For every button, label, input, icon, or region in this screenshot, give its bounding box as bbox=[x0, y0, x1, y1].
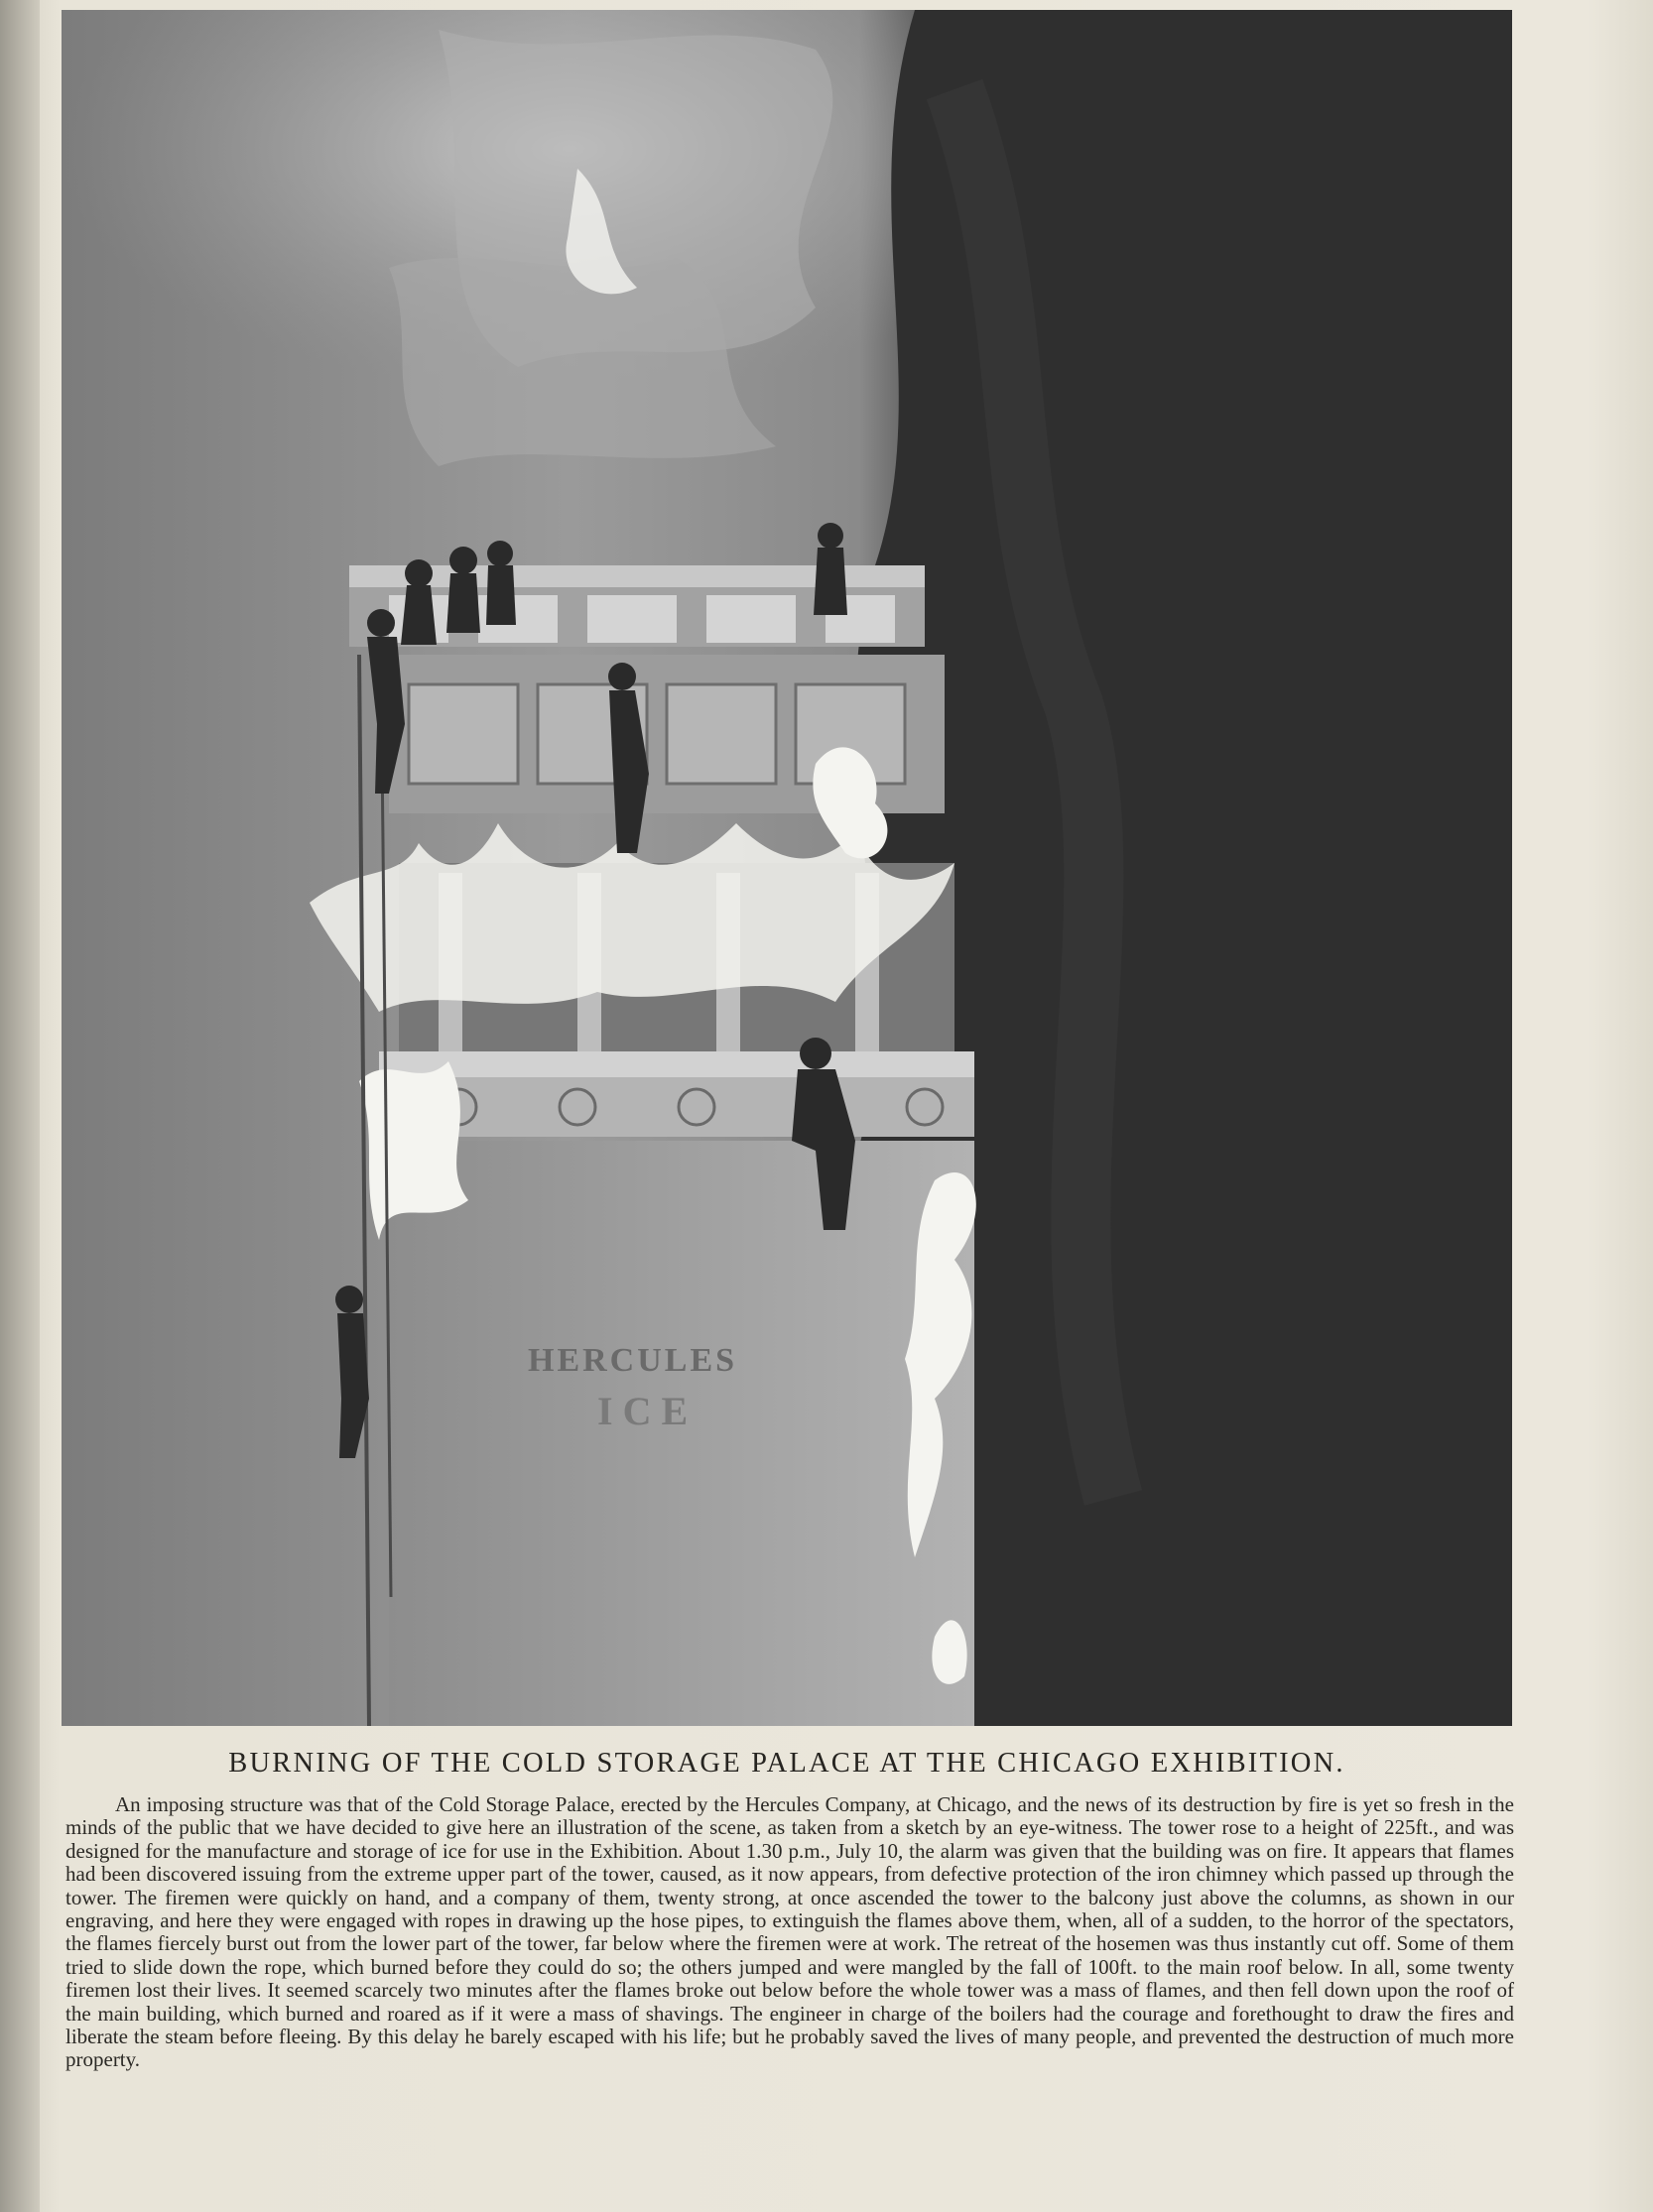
sign-hercules: HERCULES bbox=[528, 1342, 738, 1379]
caption-title: BURNING OF THE COLD STORAGE PALACE AT THE CHICAGO EXHIBITION. bbox=[228, 1748, 1345, 1779]
book-gutter bbox=[0, 0, 40, 2212]
engraving-illustration bbox=[62, 10, 1512, 1726]
caption-body-paragraph: An imposing structure was that of the Cold Storage Palace, erected by the Hercules Company, at Chicago, and the news of its destruction by fire is yet so fresh in the minds of the public that we have decided to give here an illustration of the scene, as taken from a sketch by an eye-witness. The tower rose to a height of 225ft., and was designed for the manufacture and storage of ice for use in the Exhibition. About 1.30 p.m., July 10, the alarm was given that the building was on fire. It appears that flames had been discovered issuing from the extreme upper part of the tower, caused, as it now appears, from defective protection of the iron chimney which passed up through the tower. The firemen were quickly on hand, and a company of them, twenty strong, at once ascended the tower to the balcony just above the columns, as shown in our engraving, and here they were engaged with ropes in drawing up the hose pipes, to extinguish the flames above them, when, all of a sudden, to the horror of the spectators, the flames fiercely burst out from the lower part of the tower, far below where the firemen were at work. The retreat of the hosemen was thus instantly cut off. Some of them tried to slide down the rope, which burned before they could do so; the others jumped and were mangled by the fall of 100ft. to the main roof below. In all, some twenty firemen lost their lives. It seemed scarcely two minutes after the flames broke out below before the whole tower was a mass of flames, and then fell down upon the roof of the main building, which burned and roared as if it were a mass of shavings. The engineer in charge of the boilers had the courage and forethought to draw the fires and liberate the steam before fleeing. By this delay he barely escaped with his life; but he probably saved the lives of many people, and prevented the destruction of much more property. bbox=[65, 1792, 1514, 2072]
sign-ice: ICE bbox=[597, 1389, 699, 1433]
